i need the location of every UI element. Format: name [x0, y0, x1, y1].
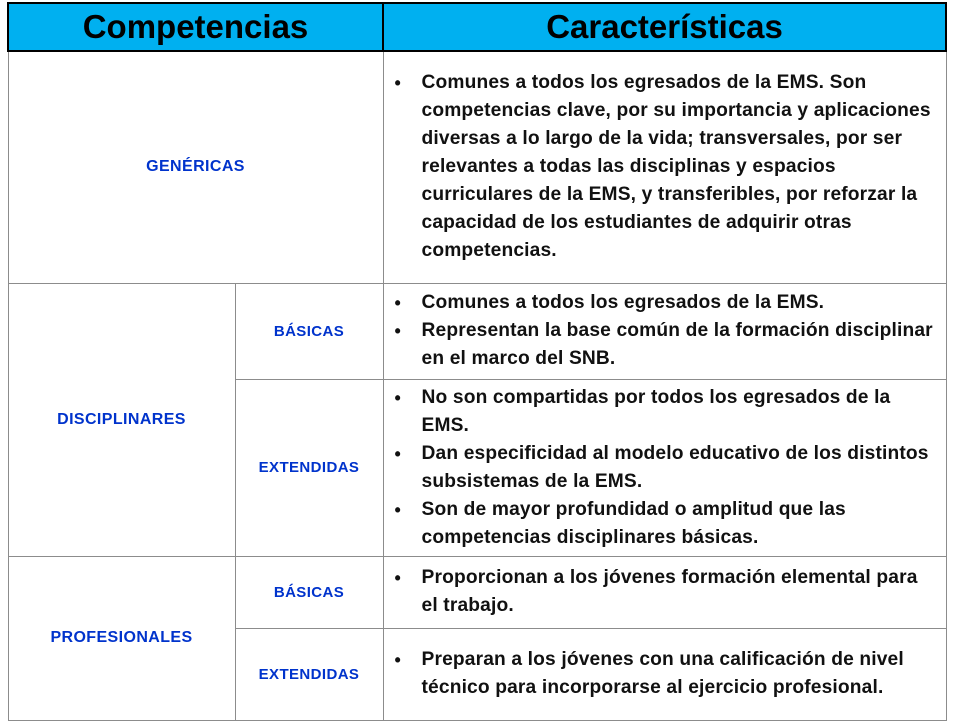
- row-genericas: [8, 51, 946, 283]
- disciplinares-extendidas-bullets: [392, 384, 938, 552]
- desc-profesionales-basicas: [383, 556, 946, 628]
- profesionales-extendidas-bullets: [392, 646, 938, 702]
- label-disciplinares: DISCIPLINARES: [8, 283, 235, 556]
- bullet-item: • Preparan a los jóvenes con una calificación de nivel técnico para incorporarse al ejercicio profesional.: [392, 646, 938, 702]
- desc-disciplinares-basicas: [383, 283, 946, 379]
- bullet-item: • No son compartidas por todos los egresados de la EMS.: [392, 384, 938, 440]
- row-profesionales-basicas: [8, 556, 946, 628]
- desc-profesionales-extendidas: [383, 628, 946, 720]
- bullet-item: • Representan la base común de la formación disciplinar en el marco del SNB.: [392, 317, 938, 373]
- bullet-item: • Dan especificidad al modelo educativo de los distintos subsistemas de la EMS.: [392, 440, 938, 496]
- label-genericas: GENÉRICAS: [8, 51, 383, 283]
- header-row: [8, 3, 946, 51]
- disciplinares-basicas-bullets: [392, 289, 938, 373]
- bullet-item: • Comunes a todos los egresados de la EMS.: [392, 289, 938, 317]
- label-disciplinares-extendidas: EXTENDIDAS: [235, 379, 383, 556]
- genericas-bullets: [392, 69, 938, 265]
- desc-disciplinares-extendidas: [383, 379, 946, 556]
- label-profesionales-basicas: BÁSICAS: [235, 556, 383, 628]
- header-caracteristicas: Características: [383, 3, 946, 51]
- competencias-table: [7, 2, 947, 721]
- label-profesionales-extendidas: EXTENDIDAS: [235, 628, 383, 720]
- label-disciplinares-basicas: BÁSICAS: [235, 283, 383, 379]
- bullet-item: • Son de mayor profundidad o amplitud que las competencias disciplinares básicas.: [392, 496, 938, 552]
- profesionales-basicas-bullets: [392, 564, 938, 620]
- row-disciplinares-basicas: [8, 283, 946, 379]
- header-competencias: Competencias: [8, 3, 383, 51]
- bullet-item: • Comunes a todos los egresados de la EMS. Son competencias clave, por su importancia y aplicaciones diversas a lo largo de la vida; transversales, por ser relevantes a todas las disciplinas y espacios curriculares de la EMS, y transferibles, por reforzar la capacidad de los estudiantes de adquirir otras competencias.: [392, 69, 938, 265]
- desc-genericas: [383, 51, 946, 283]
- bullet-item: • Proporcionan a los jóvenes formación elemental para el trabajo.: [392, 564, 938, 620]
- label-profesionales: PROFESIONALES: [8, 556, 235, 720]
